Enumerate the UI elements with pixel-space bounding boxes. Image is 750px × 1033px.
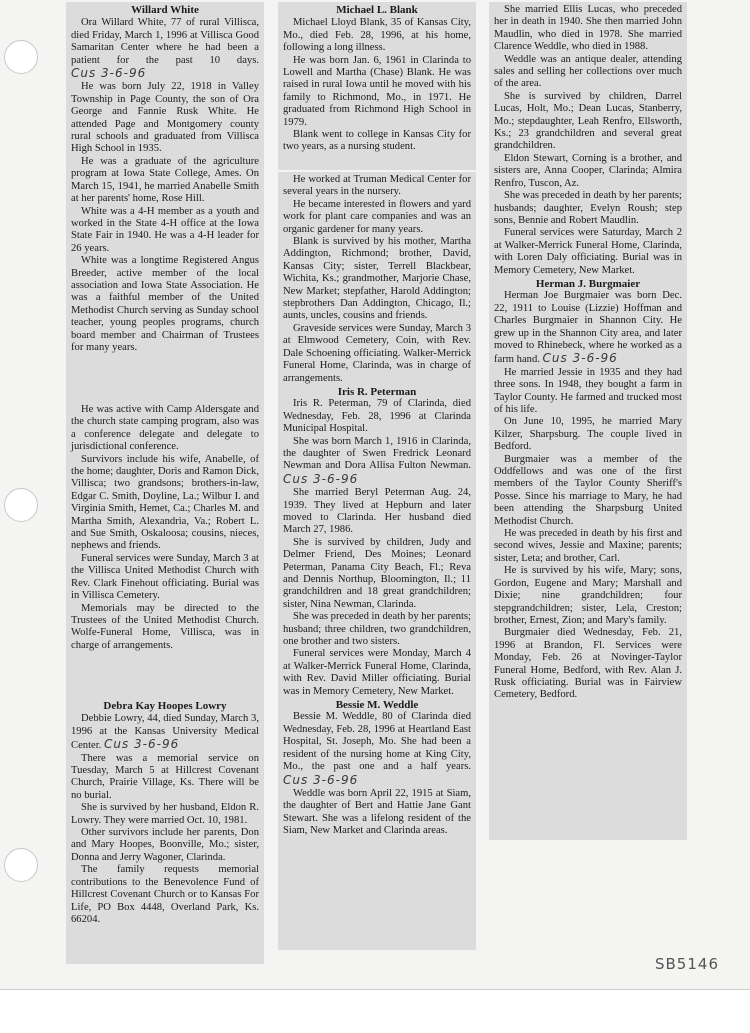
paragraph: Blank went to college in Kansas City for two years, as a nursing student. — [283, 129, 471, 153]
handwritten-note: Cus 3-6-96 — [542, 351, 618, 366]
paragraph: He is survived by his wife, Mary; sons, Gordon, Eugene and Mary; Marshall and Dixie; nine grandchildren; four stepgrandchildren; sister, Lela, Creston; brother, Ernest, Zion; and Mary's family. — [494, 565, 682, 626]
paragraph: She is survived by children, Darrel Lucas, Holt, Mo.; Dean Lucas, Stanberry, Mo.; stepdaughter, Leah Renfro, Ellsworth, Ks.; 23 grandchildren and several great grandchildren. — [494, 90, 682, 152]
paragraph: She is survived by children, Judy and Delmer Friend, Des Moines; Leonard Peterman, Panama City Beach, Fl.; Reva and Dennis Northup, Bloomington, Il.; 11 grandchildren and 18 great grandchildren; sister, Nina Newman, Clarinda. — [283, 536, 471, 610]
handwritten-note: Cus 3-6-96 — [283, 471, 359, 486]
paragraph: Other survivors include her parents, Don and Mary Hoopes, Boonville, Mo.; sister, Donna and Jerry Wagoner, Clarinda. — [71, 827, 259, 863]
paragraph: He was born July 22, 1918 in Valley Township in Page County, the son of Ora George and Fannie Rusk White. He attended Page and Montgomery county rural schools and graduated from Villisca High School in 1935. — [71, 81, 259, 155]
obituary-debra-lowry — [66, 698, 264, 964]
paragraph: He was active with Camp Aldersgate and the church state camping program, also was a conference delegate and delegate to jurisdictional conference. — [71, 404, 259, 453]
paragraph: Herman Joe Burgmaier was born Dec. 22, 1911 to Louise (Lizzie) Hoffman and Charles Burgmaier in Shannon City. He grew up in the Shannon City area, and later moved to Rhinebeck, where he worked as a farm hand. Cus 3-6-96 — [494, 290, 682, 366]
obituary-title: Willard White — [131, 4, 199, 16]
paragraph: Burgmaier was a member of the Oddfellows and was one of the first members of the Taylor County Sheriff's Posse. Since his marriage to Mary, he had been attending the Sharpsburg United Methodist Church. — [494, 453, 682, 527]
paragraph: She married Beryl Peterman Aug. 24, 1939. They lived at Hepburn and later moved to Clarinda. Her husband died March 27, 1986. — [283, 487, 471, 536]
obituary-title: Bessie M. Weddle — [335, 699, 419, 712]
obituary-title: Michael L. Blank — [336, 4, 418, 16]
obituary-title: Iris R. Peterman — [337, 385, 417, 398]
paragraph: He married Jessie in 1935 and they had three sons. In 1948, they bought a farm in Taylor County. He farmed and trucked most of his life. — [494, 366, 682, 415]
paragraph: She married Ellis Lucas, who preceded her in death in 1940. She then married John Maudlin, who died in 1978. She married Clarence Weddle, who died in 1988. — [494, 4, 682, 53]
paragraph: Funeral services were Monday, March 4 at Walker-Merrick Funeral Home, Clarinda, with Rev. David Miller officiating. Burial was in Memory Cemetery, New Market. — [283, 648, 471, 697]
paragraph: Weddle was an antique dealer, attending sales and selling her collections over much of the area. — [494, 53, 682, 90]
paragraph: Bessie M. Weddle, 80 of Clarinda died Wednesday, Feb. 28, 1996 at Heartland East Hospital, St. Joseph, Mo. She had been a resident of the nursing home at King City, Mo., the past one and a half years. Cus 3-6-96 — [283, 711, 471, 787]
paragraph: Burgmaier died Wednesday, Feb. 21, 1996 at Brandon, Fl. Services were Monday, Feb. 26 at Novinger-Taylor Funeral Home, Bedford, with Rev. Alan J. Rusk officiating. Burial was in Fairview Cemetery, Bedford. — [494, 627, 682, 701]
paragraph: Blank is survived by his mother, Martha Addington, Richmond; brother, David, Kansas City; sister, Terrell Blackbear, Wichita, Ks.; grandmother, Marjorie Chase, New Market; stepfather, Harold Addington; stepbrothers Dan Addington, Chicago, Il.; aunts, uncles, cousins and friends. — [283, 236, 471, 322]
paragraph: He was born Jan. 6, 1961 in Clarinda to Lowell and Martha (Chase) Blank. He was raised in rural Iowa until he moved with his family to Richmond, Mo., in 1971. He graduated from Richmond High School in 1979. — [283, 54, 471, 128]
paragraph: Survivors include his wife, Anabelle, of the home; daughter, Doris and Ramon Dick, Villisca; two grandsons; brothers-in-law, Edgar C. Smith, Doyline, La.; Wilbur I. and Virginia Smith, Hemet, Ca.; Charles M. and Martha Smith, Alexandria, Va.; Robert L. and Sue Smith, Oskaloosa; cousins, nieces, nephews and friends. — [71, 453, 259, 552]
obituary-willard-white-part2 — [66, 402, 264, 698]
scan-margin — [0, 990, 750, 1033]
paragraph: There was a memorial service on Tuesday, March 5 at Hillcrest Covenant Church, Prairie Village, Ks. There will be no burial. — [71, 752, 259, 801]
handwritten-note: Cus 3-6-96 — [283, 772, 359, 787]
paragraph: White was a longtime Registered Angus Breeder, active member of the local association and Iowa State Association. He was a faithful member of the United Methodist Church serving as Sunday school teacher, young peoples programs, church board member and Chairman of Trustees for many years. — [71, 255, 259, 353]
paragraph: Ora Willard White, 77 of rural Villisca, died Friday, March 1, 1996 at Villisca Good Samaritan Center where he had been a patient for the past 10 days. Cus 3-6-96 — [71, 17, 259, 81]
paragraph: Debbie Lowry, 44, died Sunday, March 3, 1996 at the Kansas University Medical Center. Cus 3-6-96 — [71, 713, 259, 752]
paragraph: She was preceded in death by her parents; husbands; daughter, Evelyn Roush; step sons, Bennie and Robert Maudlin. — [494, 190, 682, 226]
paragraph: She is survived by her husband, Eldon R. Lowry. They were married Oct. 10, 1981. — [71, 802, 259, 826]
paragraph: Iris R. Peterman, 79 of Clarinda, died Wednesday, Feb. 28, 1996 at Clarinda Municipal Hospital. — [283, 398, 471, 435]
obituary-title: Debra Kay Hoopes Lowry — [103, 700, 227, 712]
paragraph: Eldon Stewart, Corning is a brother, and sisters are, Anna Cooper, Clarinda; Almira Renfro, Tuscon, Az. — [494, 152, 682, 189]
paragraph: Weddle was born April 22, 1915 at Siam, the daughter of Bert and Hattie Jane Gant Stewart. She was a lifelong resident of the Siam, New Market and Clarinda areas. — [283, 787, 471, 837]
paragraph: Funeral services were Sunday, March 3 at the Villisca United Methodist Church with Rev. Clark Finehout officiating. Burial was in Villisca Cemetery. — [71, 552, 259, 602]
punch-hole — [4, 40, 38, 74]
paragraph: He was preceded in death by his first and second wives, Jessie and Maxine; parents; sister, Leta; and brother, Carl. — [494, 528, 682, 564]
punch-hole — [4, 848, 38, 882]
paragraph: She was preceded in death by her parents; husband; three children, two grandchildren, one brother and two sisters. — [283, 611, 471, 648]
obituary-michael-blank-part1 — [278, 2, 476, 170]
paragraph: White was a 4-H member as a youth and worked in the State 4-H office at the Iowa State Fair in 1940. He was a 4-H leader for 26 years. — [71, 205, 259, 254]
paragraph: On June 10, 1995, he married Mary Kilzer, Sharpsburg. The couple lived in Bedford. — [494, 416, 682, 453]
obituaries-weddle-burgmaier — [489, 2, 687, 840]
paragraph: The family requests memorial contributions to the Benevolence Fund of Hillcrest Covenant Church or to Kansas For Life, PO Box 4448, Overland Park, Ks. 66204. — [71, 864, 259, 925]
paragraph: She was born March 1, 1916 in Clarinda, the daughter of Swen Fredrick Leonard Newman and Dora Allisa Fulton Newman. Cus 3-6-96 — [283, 435, 471, 486]
paragraph: Memorials may be directed to the Trustees of the United Methodist Church. Wolfe-Funeral Home, Villisca, was in charge of arrangements. — [71, 602, 259, 651]
paragraph: Michael Lloyd Blank, 35 of Kansas City, Mo., died Feb. 28, 1996, at his home, following a long illness. — [283, 17, 471, 54]
obituary-willard-white-part1 — [66, 2, 264, 402]
obituaries-blank-peterman-weddle — [278, 172, 476, 950]
paragraph: Graveside services were Sunday, March 3 at Elmwood Cemetery, Coin, with Rev. Dale Schoening officiating. Walker-Merrick Funeral Home, Clarinda, was in charge of arrangements. — [283, 322, 471, 384]
handwritten-note: Cus 3-6-96 — [71, 66, 147, 81]
paragraph: Funeral services were Saturday, March 2 at Walker-Merrick Funeral Home, Clarinda, with Loren Daly officiating. Burial was in Memory Cemetery, New Market. — [494, 227, 682, 276]
punch-hole — [4, 488, 38, 522]
paragraph: He worked at Truman Medical Center for several years in the nursery. — [283, 174, 471, 198]
paragraph: He became interested in flowers and yard work for plant care companies and was an organic gardener for many years. — [283, 198, 471, 235]
paragraph: He was a graduate of the agriculture program at Iowa State College, Ames. On March 15, 1941, he married Anabelle Smith at her parents' home, Rose Hill. — [71, 155, 259, 205]
handwritten-note: Cus 3-6-96 — [103, 737, 180, 752]
archive-stamp: SB5146 — [655, 955, 719, 973]
obituary-title: Herman J. Burgmaier — [535, 277, 641, 290]
